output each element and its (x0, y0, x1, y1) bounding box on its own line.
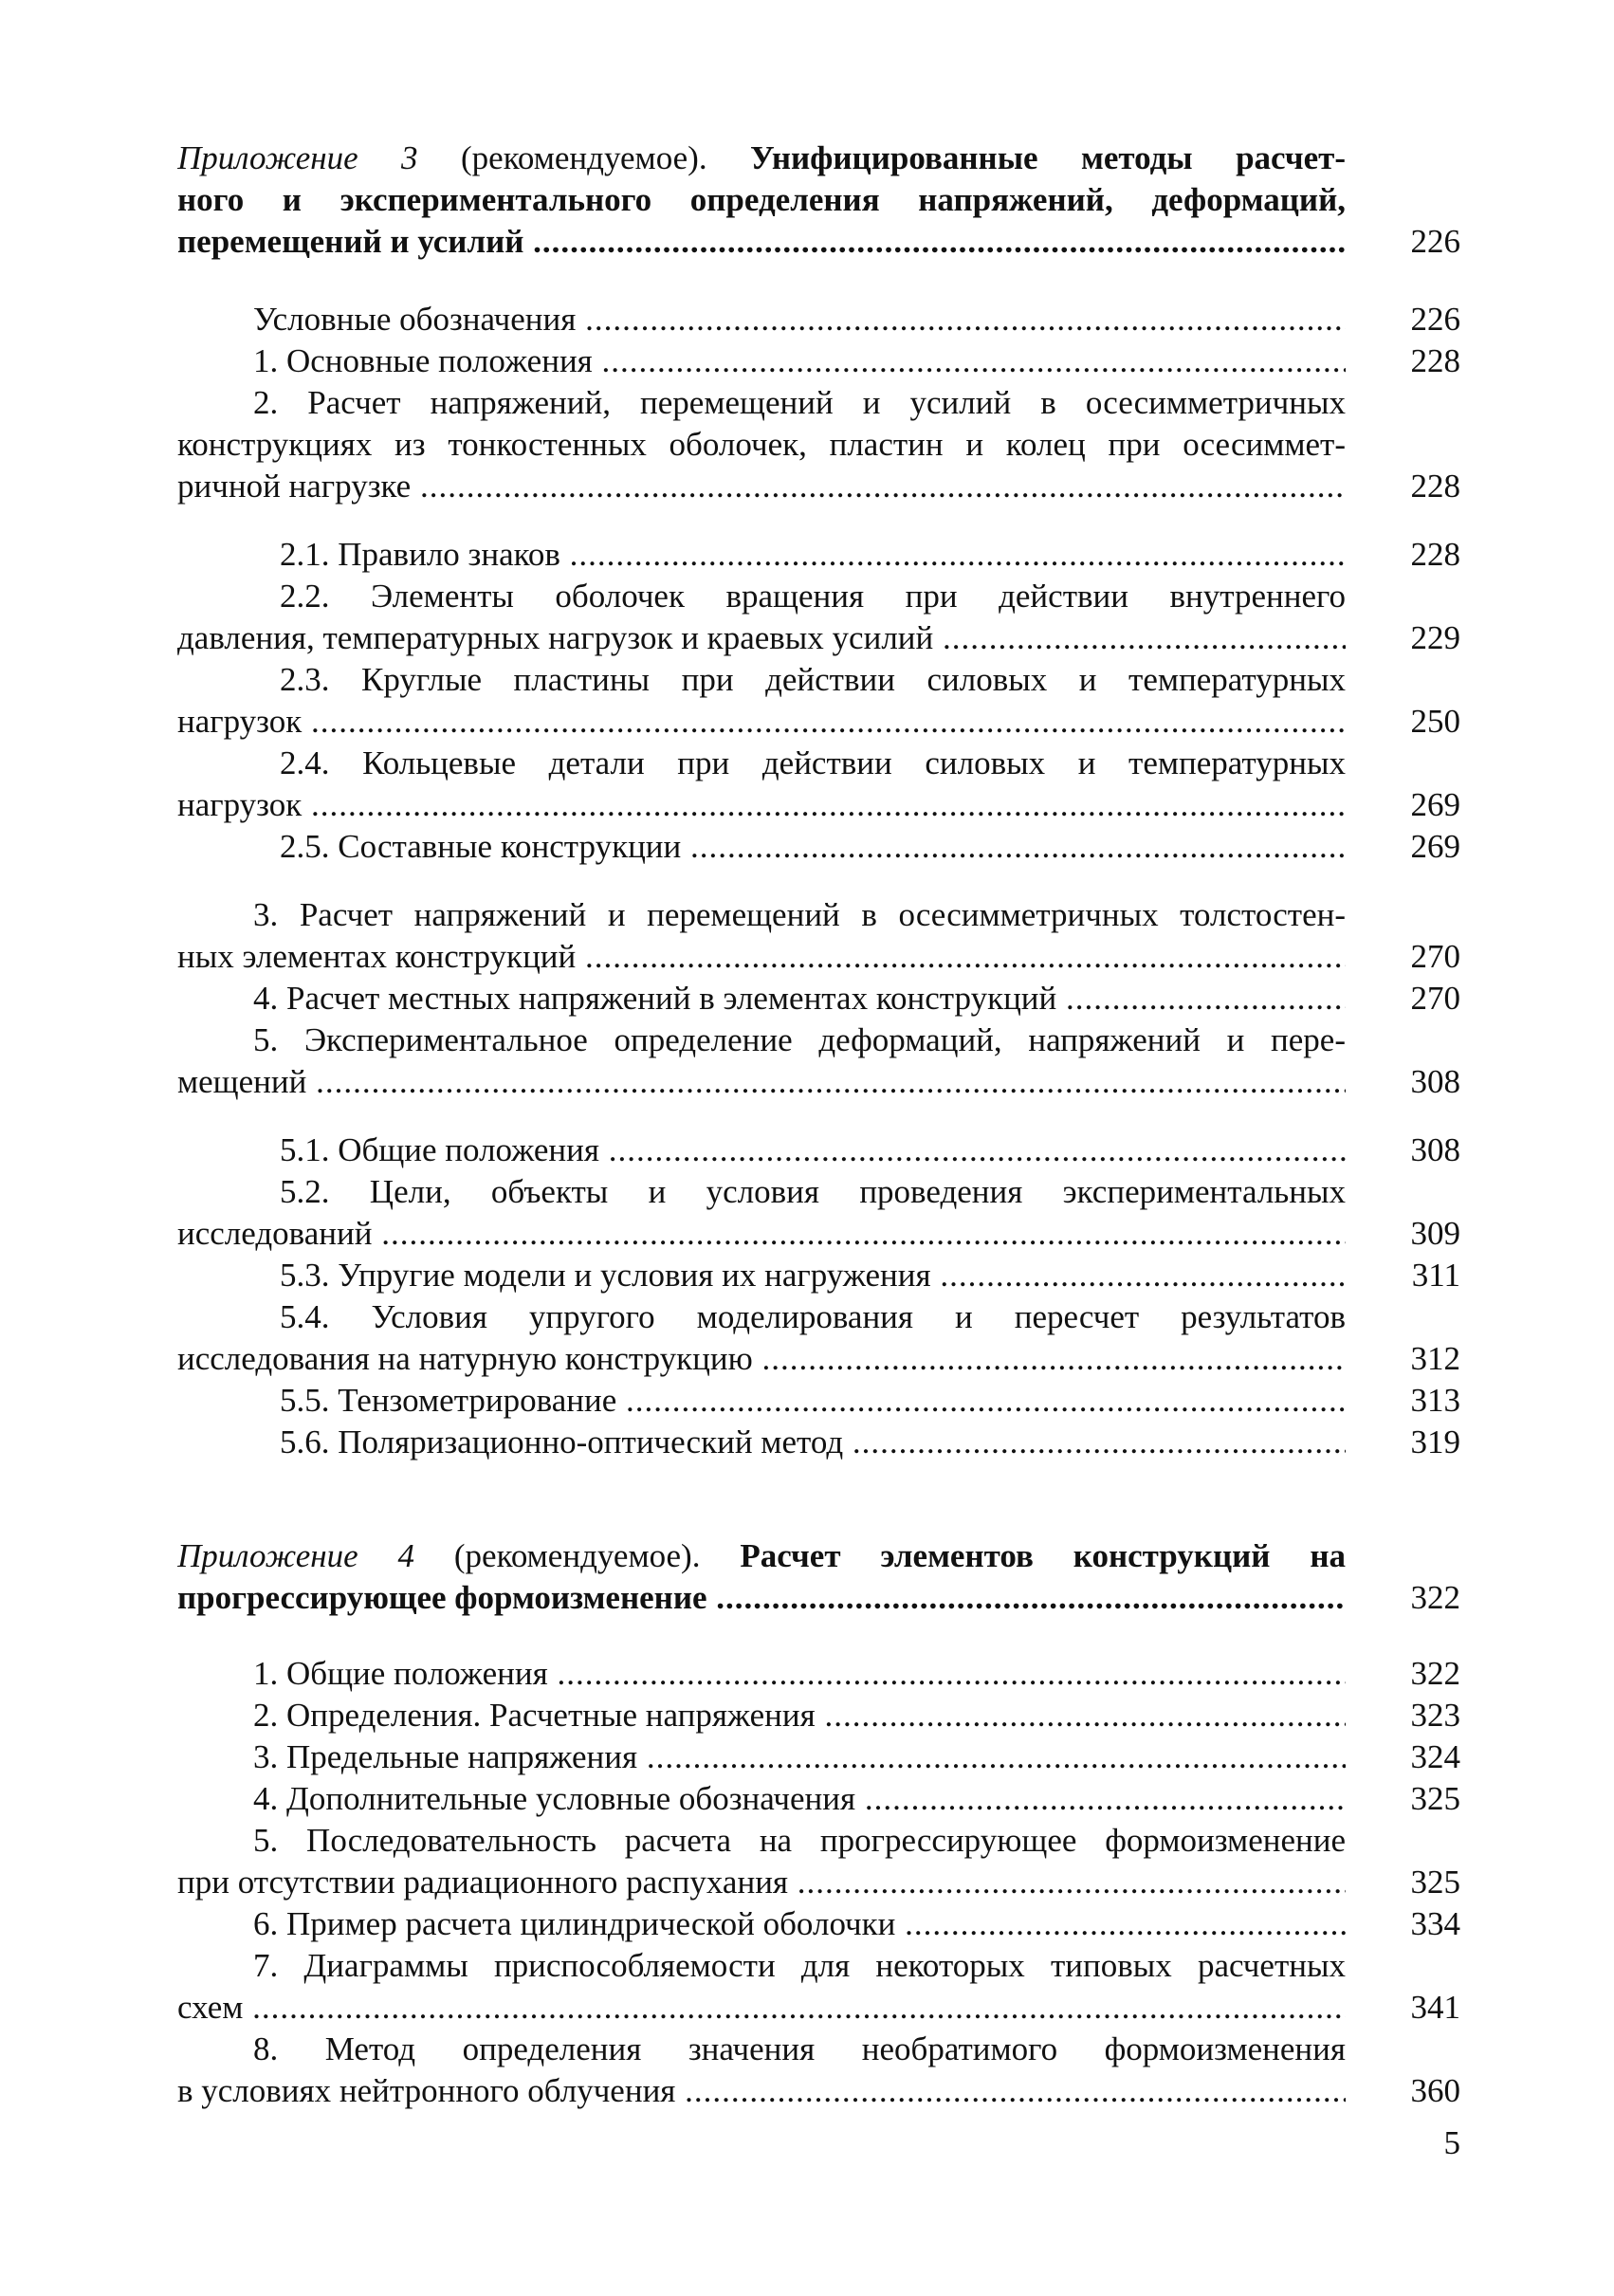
appendix3-page: 226 (1410, 223, 1460, 260)
toc3-entry: 5.6. Поляризационно-оптический метод ..... (177, 1422, 1346, 1463)
toc3-entry: 2.1. Правило знаков ..... (177, 534, 1346, 576)
appendix4-heading-line1 (177, 1535, 1346, 1577)
toc3-entry: нагрузок ..... (177, 701, 1346, 743)
toc3-page: 312 (1410, 1340, 1460, 1377)
appendix3-note: (рекомендуемое). (417, 139, 751, 176)
appendix4-page: 322 (1410, 1579, 1460, 1616)
toc4-entry: 8. Метод определения значения необратимого формоизменения (253, 2030, 1346, 2067)
toc4-entry: 1. Общие положения ..... (177, 1653, 1346, 1695)
appendix4-title-line2: прогрессирующее формоизменение ..... (177, 1577, 1346, 1619)
toc3-entry: ных элементах конструкций ..... (177, 936, 1346, 978)
toc3-page: 270 (1410, 938, 1460, 975)
toc4-entry: 6. Пример расчета цилиндрической оболочки ..... (177, 1903, 1346, 1945)
toc3-page: 250 (1410, 703, 1460, 740)
toc4-page: 341 (1410, 1989, 1460, 2026)
toc3-entry: 5. Экспериментальное определение деформаций, напряжений и пере- (253, 1021, 1346, 1058)
toc4-page: 334 (1410, 1905, 1460, 1942)
toc4-page: 325 (1410, 1864, 1460, 1901)
toc4-entry: 4. Дополнительные условные обозначения ..... (177, 1778, 1346, 1820)
toc3-entry: исследования на натурную конструкцию ..... (177, 1338, 1346, 1380)
toc3-entry: 2.2. Элементы оболочек вращения при действии внутреннего (280, 578, 1346, 615)
toc3-page: 309 (1410, 1215, 1460, 1252)
toc4-page: 325 (1410, 1780, 1460, 1817)
toc3-entry: 5.3. Упругие модели и условия их нагружения ..... (177, 1255, 1346, 1296)
toc3-page: 311 (1411, 1257, 1460, 1294)
toc3-page: 319 (1410, 1424, 1460, 1460)
toc4-entry: схем ..... (177, 1987, 1346, 2029)
toc3-page: 270 (1410, 980, 1460, 1017)
toc3-entry: конструкциях из тонкостенных оболочек, пластин и колец при осесиммет- (177, 426, 1346, 463)
toc3-page: 228 (1410, 468, 1460, 505)
toc4-entry: в условиях нейтронного облучения ..... (177, 2070, 1346, 2112)
toc3-entry: ричной нагрузке ..... (177, 466, 1346, 507)
toc4-entry: при отсутствии радиационного распухания ..... (177, 1862, 1346, 1903)
toc4-page: 322 (1410, 1655, 1460, 1692)
toc3-page: 269 (1410, 786, 1460, 823)
toc3-page: 229 (1410, 619, 1460, 656)
appendix3-prefix: Приложение 3 (177, 139, 418, 176)
toc3-entry: 2.4. Кольцевые детали при действии силовых и температурных (280, 744, 1346, 781)
toc4-entry: 7. Диаграммы приспособляемости для некоторых типовых расчетных (253, 1947, 1346, 1984)
appendix3-title-line3: перемещений и усилий ..... (177, 221, 1346, 263)
toc4-entry: 5. Последовательность расчета на прогрессирующее формоизменение (253, 1822, 1346, 1859)
appendix4-title-line1: Расчет элементов конструкций на (740, 1537, 1346, 1574)
toc3-entry: 1. Основные положения ..... (177, 340, 1346, 382)
appendix3-title-line2: ного и экспериментального определения напряжений, деформаций, (177, 181, 1346, 218)
toc4-page: 323 (1410, 1697, 1460, 1734)
toc4-page: 360 (1410, 2072, 1460, 2109)
toc4-page: 324 (1410, 1738, 1460, 1775)
toc3-page: 226 (1410, 301, 1460, 338)
toc3-page: 313 (1410, 1382, 1460, 1419)
toc4-entry: 2. Определения. Расчетные напряжения ..... (177, 1695, 1346, 1736)
toc3-entry: 2.3. Круглые пластины при действии силовых и температурных (280, 661, 1346, 698)
toc3-entry: 2.5. Составные конструкции ..... (177, 826, 1346, 868)
toc3-entry: 4. Расчет местных напряжений в элементах конструкций ..... (177, 978, 1346, 1019)
appendix3-heading-line1 (177, 138, 1346, 179)
toc4-entry: 3. Предельные напряжения ..... (177, 1736, 1346, 1778)
toc3-entry: Условные обозначения ..... (177, 299, 1346, 340)
toc3-page: 228 (1410, 342, 1460, 379)
toc3-entry: исследований ..... (177, 1213, 1346, 1255)
toc3-page: 308 (1410, 1131, 1460, 1168)
toc3-entry: мещений ..... (177, 1061, 1346, 1103)
page-number: 5 (1443, 2124, 1460, 2161)
toc3-entry: 2. Расчет напряжений, перемещений и усилий в осесимметричных (253, 384, 1346, 421)
toc3-entry: 5.1. Общие положения ..... (177, 1130, 1346, 1171)
toc3-page: 308 (1410, 1063, 1460, 1100)
appendix3-title-line1: Унифицированные методы расчет- (750, 139, 1346, 176)
toc3-page: 228 (1410, 536, 1460, 573)
toc3-entry: 3. Расчет напряжений и перемещений в осесимметричных толстостен- (253, 896, 1346, 933)
toc3-page: 269 (1410, 828, 1460, 865)
toc3-entry: нагрузок ..... (177, 784, 1346, 826)
toc3-entry: 5.4. Условия упругого моделирования и пересчет результатов (280, 1298, 1346, 1335)
appendix4-prefix: Приложение 4 (177, 1537, 415, 1574)
toc3-entry: 5.5. Тензометрирование ..... (177, 1380, 1346, 1422)
toc3-entry: давления, температурных нагрузок и краевых усилий ..... (177, 617, 1346, 659)
toc3-entry: 5.2. Цели, объекты и условия проведения экспериментальных (280, 1173, 1346, 1210)
appendix4-note: (рекомендуемое). (414, 1537, 741, 1574)
